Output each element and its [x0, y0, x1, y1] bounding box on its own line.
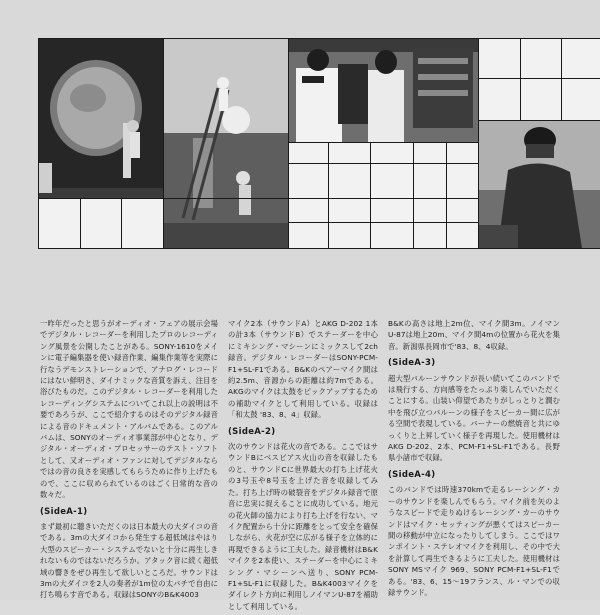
text-column-2 — [228, 318, 378, 615]
balloon-ladder-photo — [163, 38, 288, 248]
grid-line — [121, 198, 122, 248]
grid-line — [446, 142, 447, 248]
grid-line — [38, 38, 39, 248]
grid-line — [288, 142, 478, 143]
grid-line — [163, 38, 164, 248]
grid-line — [80, 198, 81, 248]
grid-line — [370, 142, 371, 248]
paragraph: まず最初に聴きいただくのは日本最大の大ダイコの音である。3mの大ダイコから発生する超低域はやはり大型のスピーカー・システムでないと十分に再生しきれないものではないだろうか。アタック音に続く超低域の響きをぜひ再生して欲しいところだ。サウンドは3mの大ダイコを2人の奏者が1m位の太バチで自由に打ち鳴らす音である。収録はSONYのB&K4003 — [40, 521, 218, 600]
paragraph: このバンドでは時速370kmで走るレーシング・カーのサウンドを楽しんでもらう。マイク前を矢のようなスピードで走りぬけるレーシング・カーのサウンドはマイク・セッティングが悪くてはスピーカー間の移動が中立になったりしてしまう。ここではワンポイント・ステレオマイクを利用し、その中で大を計算して再生できるように工夫した。使用機材はSONY MSマイク 969、SONY PCM-F1+SL-F1である。'83、6、15〜19フランス、ル・マンでの収録サウンド。 — [388, 485, 560, 597]
grid-line — [478, 78, 600, 79]
drum-performer-photo — [38, 38, 163, 198]
paragraph: 次のサウンドは花火の音である。ここではサウンドBにベスビアス火山の音を収録したものと、サウンドCに世界最大の打ち上げ花火の3号玉や8号玉を上げた音を収録してみた。打ち上げ時の破裂音をデジタル録音で原音に忠実に捉えることに成功している。地元の花火師の協力により打ち上げを行ない、マイク配置から十分に距離をとって安全を確保しながら、火花が空に広がる様子を立体的に再現できるように工夫した。録音機材はB&Kマイクを2本使い、ステーダーを中心にミキシング・マシーンへ送り、SONY PCM-F1+SL-F1に収録した。B&K4003マイクをダイレクト方向に利用しノイマンU-87を補助として利用している。 — [228, 442, 378, 611]
paragraph: B&Kの高さは地上2m位、マイク間3m。ノイマンU-87は地上20m、マイク間4mの位置から花火を集音。新潟県長岡市で'83、8、4収録。 — [388, 319, 560, 351]
grid-line — [478, 120, 600, 121]
text-column-3 — [388, 318, 560, 601]
grid-line — [38, 38, 600, 39]
grid-line — [288, 222, 478, 223]
grid-line — [288, 38, 289, 248]
paragraph: 超大型バルーンサウンドが長い続いてこのバンドでは飛行する、方向感等をたっぷり楽しんでいただくことにする。山装い仰望であたりがしっとりと潤む中を飛び立つバルーンの様子をスピーカー間に広がる空間で表現している。バーナーの燃焼音と共にゆっくりと上昇していく様子を再現した。使用機材はAKG D-202、2本、PCM-F1+SL-F1である。長野県小諸市で収録。 — [388, 373, 560, 463]
paragraph: 一昨年だったと思うがオーディオ・フェアの展示会場でデジタル・レコーダーを利用したプロのレコーディング風景を公開したことがある。SONY-1610をメインに電子編集器を使い録音作業、編集作業等を実際に行なうデモンストレーションで、アナログ・レコードにはない鮮明さ、ダイナミックな音質を訴え、注目を浴びたものだ。このデジタル・レコーダーを利用したレコーディングシステムについてこれ以上の説明は不要であろうが、ここで紹介するのはそのデジタル録音による音のドキュメント・アルバムである。このアルバムは、SONYのオーディオ事業部が中心となり、デジタル・オーディオ・プロセッサーのテスト・ソフトとして、又オーディオ・ファンに対してデジタルならではの音の良さを実感してもらうために作り上げたもので、ここに収められているのはごく日常的な音の数々だ。 — [40, 319, 218, 500]
paragraph: マイク2本（サウンドA）とAKG D-202 1本の計3本（サウンドB）でステーダーを中心にミキシング・マシーンにミックスして2ch録音。デジタル・レコーダーはSONY-PCM-F1+SL-F1である。B&Kのペアーマイク間は約2.5m、音源からの距離は約7mである。AKGのマイクは太鼓をピックアップするための補助マイクとして利用している。収録は「和太鼓 '83、8、4」収録。 — [228, 319, 378, 420]
section-heading-sidea-4: (SideA-4) — [388, 469, 436, 480]
grid-line — [520, 38, 521, 120]
grid-line — [328, 142, 329, 248]
grid-line — [38, 248, 600, 249]
section-heading-sidea-1: (SideA-1) — [40, 506, 88, 517]
grid-line — [413, 142, 414, 248]
grid-line — [561, 38, 562, 120]
grid-line — [288, 163, 478, 164]
helmet-rider-photo — [478, 120, 600, 248]
recording-equipment-photo — [288, 38, 478, 142]
section-heading-sidea-3: (SideA-3) — [388, 358, 436, 369]
grid-line — [478, 38, 479, 248]
grid-line — [38, 198, 478, 199]
text-column-1 — [40, 318, 218, 604]
section-heading-sidea-2: (SideA-2) — [228, 426, 276, 437]
